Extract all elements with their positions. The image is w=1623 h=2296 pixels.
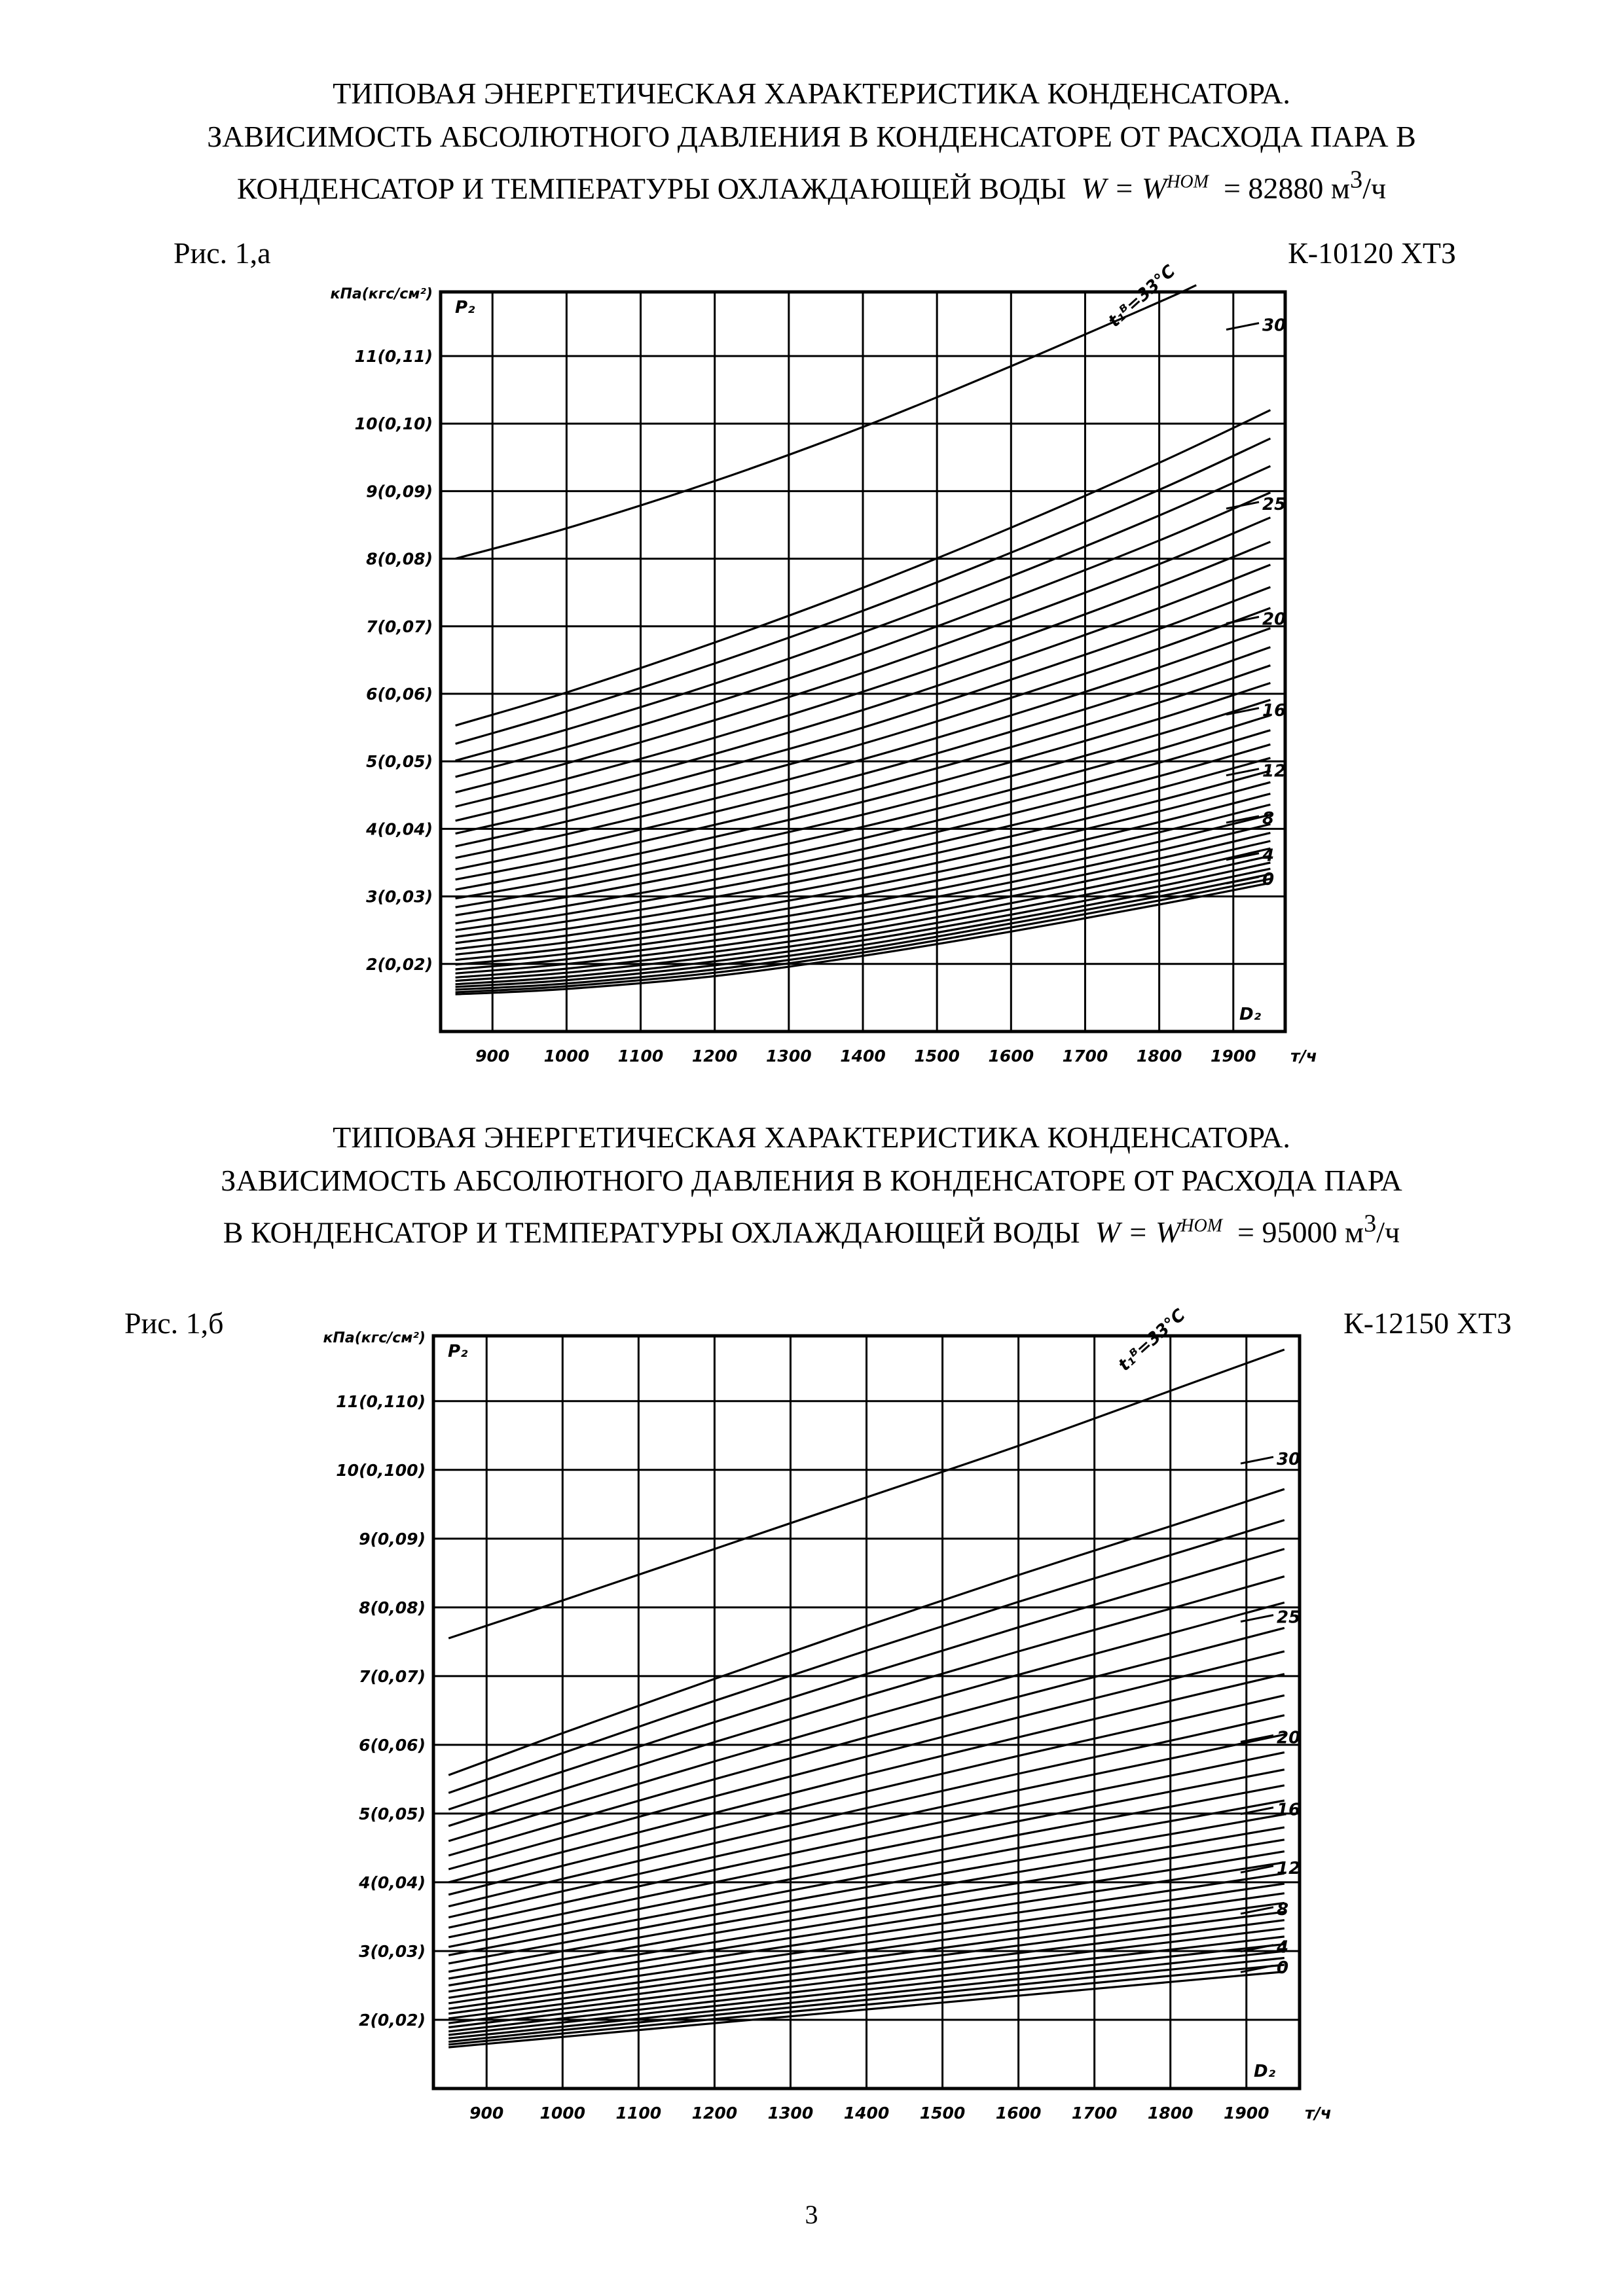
page-number: 3 — [805, 2200, 818, 2229]
chart-a-x-tick-label: 1800 — [1136, 1047, 1182, 1066]
chart-a-fig-label: Рис. 1,а — [173, 236, 271, 270]
chart-b-title-line-1: ТИПОВАЯ ЭНЕРГЕТИЧЕСКАЯ ХАРАКТЕРИСТИКА КОНДЕНСАТОРА. — [333, 1121, 1290, 1154]
chart-a — [0, 261, 1623, 1090]
chart-b-x-unit: т/ч — [1305, 2104, 1332, 2123]
chart-a-x-tick-label: 1700 — [1062, 1047, 1108, 1066]
chart-b-right-label: 30 — [1277, 1450, 1301, 1470]
chart-a-x-tick-label: 1500 — [914, 1047, 960, 1066]
chart-b-formula-sup: НОМ — [1180, 1216, 1223, 1236]
chart-a-y-tick-label: 3(0,03) — [366, 887, 433, 906]
chart-a-right-label: 20 — [1262, 609, 1286, 630]
chart-a-x-tick-label: 1600 — [988, 1047, 1034, 1066]
chart-a-x-tick-label: 1100 — [617, 1047, 664, 1066]
chart-a-y-tick-label: 5(0,05) — [366, 752, 433, 772]
chart-a-formula-unit-sup: 3 — [1350, 166, 1363, 194]
chart-b-right-label: 4 — [1277, 1937, 1289, 1958]
chart-a-x-tick-label: 1400 — [840, 1047, 886, 1066]
chart-b-y-tick-label: 7(0,07) — [359, 1666, 426, 1686]
chart-a-y-tick-label: 4(0,04) — [366, 819, 433, 839]
chart-b-x-tick-label: 1700 — [1071, 2104, 1118, 2123]
chart-b-title-line-3-wrap — [0, 1202, 1623, 1254]
chart-a-x-tick-label: 1200 — [691, 1047, 738, 1066]
chart-b-x-tick-label: 1000 — [539, 2104, 586, 2123]
chart-b-y-tick-label: 4(0,04) — [359, 1873, 426, 1892]
chart-b-y-unit-label: кПа(кгс/см²) — [323, 1330, 426, 1346]
chart-a-right-label: 4 — [1262, 846, 1275, 866]
chart-b-y-tick-label: 9(0,09) — [359, 1529, 426, 1549]
chart-a-title-line-2: ЗАВИСИМОСТЬ АБСОЛЮТНОГО ДАВЛЕНИЯ В КОНДЕНСАТОРЕ ОТ РАСХОДА ПАРА В — [207, 120, 1416, 153]
chart-b-y-tick-label: 3(0,03) — [359, 1941, 426, 1961]
chart-a-right-label: 16 — [1262, 700, 1286, 721]
chart-b-x-tick-label: 1100 — [615, 2104, 662, 2123]
chart-b-x-tick-label: 1400 — [843, 2104, 890, 2123]
chart-b-y-symbol: P₂ — [448, 1342, 468, 1361]
chart-b-y-tick-label: 6(0,06) — [359, 1735, 426, 1755]
chart-b-x-symbol: D₂ — [1254, 2062, 1275, 2081]
chart-a-right-label: 12 — [1262, 761, 1286, 781]
chart-a-right-label-tick — [1226, 502, 1259, 509]
chart-b-right-label: 0 — [1277, 1958, 1289, 1979]
chart-b-formula-value — [1230, 1210, 1400, 1249]
chart-b-formula-w: W = W — [1095, 1215, 1181, 1249]
chart-a-y-tick-label: 6(0,06) — [366, 685, 433, 704]
chart-a-formula-unit-rest: /ч — [1362, 171, 1387, 206]
chart-b-title — [0, 1116, 1623, 1254]
chart-b-x-tick-label: 1900 — [1223, 2104, 1269, 2123]
chart-a-formula-value-text: = 82880 м — [1223, 171, 1351, 206]
chart-b-x-tick-label: 900 — [469, 2104, 504, 2123]
chart-a-right-label: 0 — [1262, 869, 1275, 889]
chart-a-y-unit-label: кПа(кгс/см²) — [330, 286, 433, 302]
chart-b-formula — [1087, 1215, 1222, 1249]
chart-a-title-line-1: ТИПОВАЯ ЭНЕРГЕТИЧЕСКАЯ ХАРАКТЕРИСТИКА КОНДЕНСАТОРА. — [333, 77, 1290, 110]
chart-a-curve-label: t₁ᴮ=33°C — [1104, 261, 1180, 332]
chart-b-formula-value-text: = 95000 м — [1237, 1215, 1364, 1249]
chart-a-title — [0, 72, 1623, 210]
chart-a-x-tick-label: 1000 — [543, 1047, 590, 1066]
chart-b-right-label: 16 — [1277, 1800, 1301, 1820]
chart-b-formula-unit-rest: /ч — [1376, 1215, 1400, 1249]
chart-b-y-tick-label: 8(0,08) — [359, 1598, 426, 1617]
chart-a-x-tick-label: 1900 — [1210, 1047, 1256, 1066]
chart-b-x-tick-label: 1200 — [691, 2104, 738, 2123]
chart-a-y-tick-label: 9(0,09) — [366, 482, 433, 501]
chart-a-y-tick-label: 10(0,10) — [354, 414, 433, 434]
chart-b-title-line-2: ЗАВИСИМОСТЬ АБСОЛЮТНОГО ДАВЛЕНИЯ В КОНДЕНСАТОРЕ ОТ РАСХОДА ПАРА — [221, 1164, 1402, 1197]
chart-a-formula-sup: НОМ — [1167, 172, 1209, 192]
chart-a-title-line-3-wrap — [0, 158, 1623, 210]
chart-b-right-label: 25 — [1277, 1607, 1301, 1628]
chart-b-x-tick-label: 1300 — [767, 2104, 814, 2123]
chart-b-right-label: 8 — [1277, 1899, 1289, 1920]
chart-a-right-label: 25 — [1262, 495, 1286, 515]
chart-a-right-label: 8 — [1262, 808, 1275, 829]
chart-a-x-tick-label: 900 — [475, 1047, 510, 1066]
chart-a-right-label: 30 — [1262, 315, 1286, 336]
chart-b-y-tick-label: 5(0,05) — [359, 1804, 426, 1823]
chart-a-x-tick-label: 1300 — [766, 1047, 812, 1066]
chart-b-curve-label: t₁ᴮ=33°C — [1114, 1305, 1190, 1376]
chart-b-title-line-3: В КОНДЕНСАТОР И ТЕМПЕРАТУРЫ ОХЛАЖДАЮЩЕЙ ВОДЫ — [223, 1215, 1080, 1249]
chart-a-y-tick-label: 11(0,11) — [354, 347, 433, 367]
chart-b-fig-label: Рис. 1,б — [124, 1306, 224, 1340]
chart-a-formula-w: W = W — [1081, 171, 1167, 206]
chart-a-y-tick-label: 8(0,08) — [366, 549, 433, 569]
chart-b-x-tick-label: 1600 — [995, 2104, 1042, 2123]
chart-a-y-tick-label: 2(0,02) — [366, 954, 433, 974]
chart-b-x-tick-label: 1500 — [919, 2104, 966, 2123]
chart-a-x-symbol: D₂ — [1239, 1005, 1261, 1024]
chart-b-right-label: 12 — [1277, 1858, 1301, 1878]
chart-a-y-symbol: P₂ — [455, 298, 475, 317]
chart-a-formula — [1074, 171, 1209, 205]
chart-b-x-tick-label: 1800 — [1147, 2104, 1194, 2123]
chart-a-x-unit: т/ч — [1290, 1047, 1317, 1066]
chart-b-y-tick-label: 2(0,02) — [359, 2010, 426, 2030]
chart-a-right-label-tick — [1226, 323, 1259, 330]
chart-b-model: К-12150 ХТЗ — [1343, 1306, 1512, 1340]
chart-a-y-tick-label: 7(0,07) — [366, 617, 433, 636]
chart-a-model: К-10120 ХТЗ — [1288, 236, 1456, 270]
chart-b-y-tick-label: 11(0,110) — [336, 1391, 426, 1411]
chart-b-formula-unit-sup: 3 — [1364, 1210, 1377, 1238]
chart-a-formula-value — [1216, 166, 1387, 206]
chart-a-title-line-3: КОНДЕНСАТОР И ТЕМПЕРАТУРЫ ОХЛАЖДАЮЩЕЙ ВОДЫ — [236, 171, 1067, 206]
chart-b-right-label: 20 — [1277, 1728, 1301, 1748]
chart-b-y-tick-label: 10(0,100) — [336, 1460, 426, 1480]
